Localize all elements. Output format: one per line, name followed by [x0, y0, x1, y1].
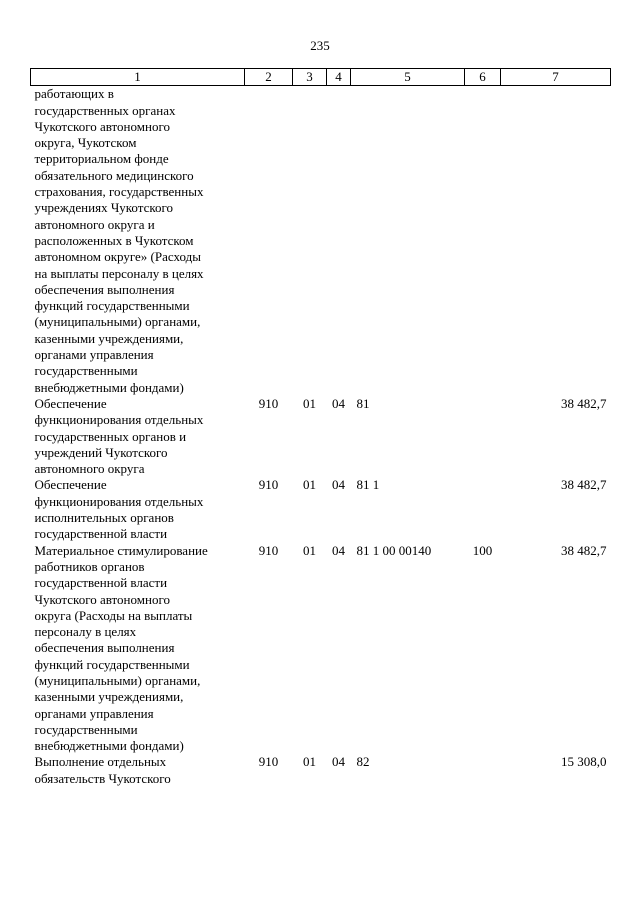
- table-header-row: [31, 69, 611, 86]
- row-expense-type: [465, 477, 501, 542]
- column-header-5: 5: [351, 69, 465, 86]
- row-ministry-code: 910: [258, 477, 279, 493]
- row-amount: 38 482,7: [561, 477, 607, 493]
- row-target-article: 82: [356, 754, 370, 770]
- row-ministry-code: 910: [258, 395, 279, 411]
- row-name: Обеспечение функционирования отдельных исполнительных органов государственной власти: [34, 477, 204, 542]
- row-subsection: 04: [332, 395, 345, 411]
- row-target-article: 81 1: [356, 477, 380, 493]
- row-name: Материальное стимулирование работников органов государственной власти Чукотского автономного округа (Расходы на выплаты персоналу в целях обеспечения выполнения функций государственными (муниципальными) органами, казенными учреждениями, органами управления государственными внебюджетными фондами): [34, 542, 208, 754]
- row-amount: 38 482,7: [561, 542, 607, 558]
- row-section: 01: [303, 477, 316, 493]
- row-subsection: [327, 86, 351, 396]
- row-expense-type: [465, 754, 501, 787]
- column-header-6: 6: [465, 69, 501, 86]
- budget-table: [30, 68, 611, 787]
- table-row: [31, 86, 611, 396]
- row-target-article: 81: [356, 395, 370, 411]
- row-subsection: 04: [332, 477, 345, 493]
- column-header-1: 1: [31, 69, 245, 86]
- table-row: [31, 543, 611, 755]
- row-ministry-code: [245, 86, 293, 396]
- column-header-3: 3: [293, 69, 327, 86]
- column-header-4: 4: [327, 69, 351, 86]
- row-amount: 15 308,0: [561, 754, 607, 770]
- row-section: 01: [303, 754, 316, 770]
- row-expense-type: [465, 396, 501, 477]
- table-row: [31, 477, 611, 542]
- row-section: 01: [303, 542, 316, 558]
- row-name: работающих в государственных органах Чукотского автономного округа, Чукотском территориальном фонде обязательного медицинского страхования, государственных учреждениях Чукотского автономного округа и расположенных в Чукотском автономном округе» (Расходы на выплаты персоналу в целях обеспечения выполнения функций государственными (муниципальными) органами, казенными учреждениями, органами управления государственными внебюджетными фондами): [34, 86, 204, 395]
- row-expense-type: 100: [472, 542, 493, 558]
- row-expense-type: [465, 86, 501, 396]
- row-target-article: [351, 86, 465, 396]
- row-subsection: 04: [332, 542, 345, 558]
- column-header-2: 2: [245, 69, 293, 86]
- page-number: 235: [310, 38, 330, 53]
- row-amount: 38 482,7: [561, 395, 607, 411]
- row-name: Обеспечение функционирования отдельных государственных органов и учреждений Чукотского автономного округа: [34, 395, 204, 477]
- row-name: Выполнение отдельных обязательств Чукотского: [34, 754, 171, 786]
- row-ministry-code: 910: [258, 542, 279, 558]
- column-header-7: 7: [501, 69, 611, 86]
- row-subsection: 04: [332, 754, 345, 770]
- table-row: [31, 754, 611, 787]
- row-ministry-code: 910: [258, 754, 279, 770]
- table-row: [31, 396, 611, 477]
- row-amount: [501, 86, 611, 396]
- row-section: 01: [303, 395, 316, 411]
- row-target-article: 81 1 00 00140: [356, 542, 432, 558]
- row-section: [293, 86, 327, 396]
